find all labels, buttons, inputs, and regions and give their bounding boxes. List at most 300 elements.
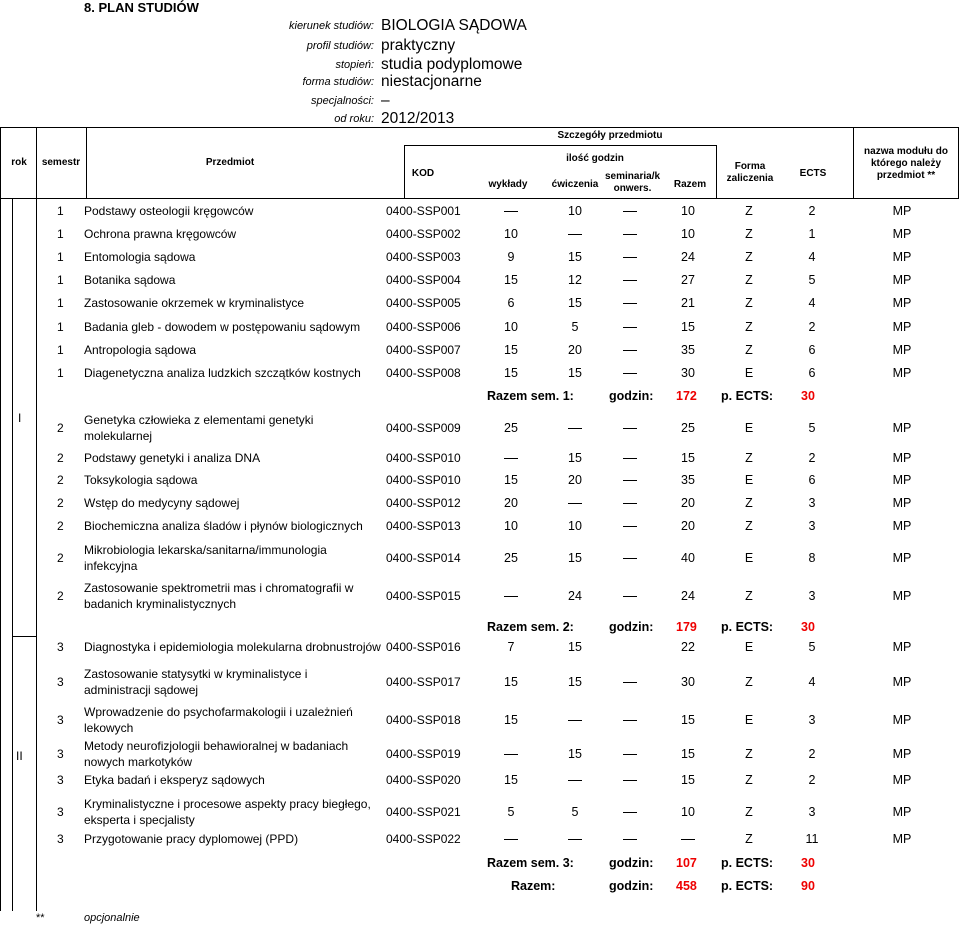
row-module: MP — [892, 204, 912, 218]
row-assessment: Z — [745, 273, 753, 287]
row-semester: 1 — [57, 296, 64, 310]
row-course-name: Diagnostyka i epidemiologia molekularna drobnustrojów — [84, 640, 381, 654]
meta-value: praktyczny — [381, 37, 456, 54]
dash-mark — [568, 428, 582, 430]
row-total: 30 — [681, 366, 695, 380]
row-assessment: Z — [745, 296, 753, 310]
dash-mark — [623, 682, 637, 684]
row-assessment: Z — [745, 250, 753, 264]
row-total: 15 — [681, 747, 695, 761]
row-course-name: Zastosowanie okrzemek w kryminalistyce — [84, 296, 305, 310]
row-total: 25 — [681, 421, 695, 435]
row-course-name: Etyka badań i eksperyz sądowych — [84, 773, 265, 787]
row-module: MP — [892, 747, 912, 761]
row-module: MP — [892, 805, 912, 819]
row-course-name: Entomologia sądowa — [84, 250, 196, 264]
row-assessment: E — [744, 640, 754, 654]
row-total: 21 — [681, 296, 695, 310]
summary-label: Razem sem. 2: — [487, 620, 574, 634]
row-exercises: 5 — [571, 805, 579, 819]
row-assessment: Z — [745, 747, 753, 761]
row-ects: 8 — [808, 551, 816, 565]
header-ects: ECTS — [799, 168, 827, 179]
row-course-name: Mikrobiologia lekarska/sanitarna/immunologia infekcyjna — [84, 543, 327, 573]
header-rok: rok — [11, 157, 27, 168]
summary-hours-label: godzin: — [609, 620, 654, 634]
row-total: 20 — [681, 519, 695, 533]
dash-mark — [623, 812, 637, 814]
row-assessment: E — [744, 473, 754, 487]
row-course-name: Botanika sądowa — [84, 273, 176, 287]
header-sub-line — [404, 145, 716, 146]
row-course-code: 0400-SSP016 — [386, 640, 461, 654]
row-ects: 3 — [808, 805, 816, 819]
year-label-1: I — [18, 411, 22, 425]
row-lectures: 15 — [504, 675, 518, 689]
row-assessment: Z — [745, 805, 753, 819]
row-ects: 4 — [808, 250, 816, 264]
row-course-code: 0400-SSP006 — [386, 320, 461, 334]
row-course-name: Metody neurofizjologii behawioralnej w badaniach nowych markotyków — [84, 739, 349, 769]
header-razem: Razem — [673, 179, 707, 190]
row-assessment: Z — [745, 343, 753, 357]
dash-mark — [623, 480, 637, 482]
row-course-code: 0400-SSP012 — [386, 496, 461, 510]
summary-ects-value: 30 — [801, 856, 815, 870]
summary-ects-value: 30 — [801, 620, 815, 634]
row-module: MP — [892, 832, 912, 846]
row-seminars — [610, 273, 650, 287]
row-assessment: E — [744, 551, 754, 565]
row-exercises: 15 — [568, 551, 582, 565]
row-total: 24 — [681, 250, 695, 264]
year-label-2: II — [16, 749, 23, 763]
row-course-code: 0400-SSP014 — [386, 551, 461, 565]
row-seminars — [610, 204, 650, 218]
row-ects: 11 — [805, 832, 819, 846]
row-exercises — [555, 713, 595, 727]
row-seminars — [610, 832, 650, 846]
row-lectures: 6 — [507, 296, 515, 310]
dash-mark — [623, 558, 637, 560]
row-lectures — [491, 747, 531, 761]
dash-mark — [623, 720, 637, 722]
row-total: 10 — [681, 204, 695, 218]
meta-value: – — [381, 92, 390, 109]
row-total: 24 — [681, 589, 695, 603]
dash-mark — [623, 596, 637, 598]
row-lectures: 15 — [504, 473, 518, 487]
row-ects: 3 — [808, 589, 816, 603]
row-course-code: 0400-SSP005 — [386, 296, 461, 310]
row-course-name: Antropologia sądowa — [84, 343, 197, 357]
row-lectures: 25 — [504, 421, 518, 435]
header-top-line — [0, 127, 958, 128]
row-module: MP — [892, 773, 912, 787]
row-ects: 3 — [808, 496, 816, 510]
year-separator — [12, 636, 37, 637]
row-assessment: E — [744, 421, 754, 435]
dash-mark — [504, 754, 518, 756]
row-seminars — [610, 343, 650, 357]
row-lectures: 15 — [504, 273, 518, 287]
row-semester: 1 — [57, 273, 64, 287]
dash-mark — [568, 720, 582, 722]
dash-mark — [504, 211, 518, 213]
row-ects: 2 — [808, 747, 816, 761]
row-seminars — [610, 296, 650, 310]
row-total: 35 — [681, 343, 695, 357]
row-lectures: 15 — [504, 366, 518, 380]
row-semester: 3 — [57, 805, 64, 819]
row-lectures: 25 — [504, 551, 518, 565]
dash-mark — [623, 526, 637, 528]
row-exercises: 12 — [568, 273, 582, 287]
row-semester: 1 — [57, 204, 64, 218]
row-module: MP — [892, 227, 912, 241]
row-course-name: Podstawy genetyki i analiza DNA — [84, 451, 261, 465]
row-total: 15 — [681, 713, 695, 727]
row-exercises: 10 — [568, 204, 582, 218]
row-semester: 2 — [57, 551, 64, 565]
row-assessment: Z — [745, 832, 753, 846]
header-modul: nazwa modułu do którego należy przedmiot ** — [864, 146, 948, 181]
dash-mark — [623, 211, 637, 213]
row-semester: 1 — [57, 227, 64, 241]
summary-label: Razem sem. 3: — [487, 856, 574, 870]
row-assessment: E — [744, 713, 754, 727]
summary-ects-value: 30 — [801, 389, 815, 403]
row-course-code: 0400-SSP013 — [386, 519, 461, 533]
row-assessment: E — [744, 366, 754, 380]
row-module: MP — [892, 296, 912, 310]
row-ects: 6 — [808, 366, 816, 380]
header-cwiczenia: ćwiczenia — [551, 179, 599, 190]
row-seminars — [610, 473, 650, 487]
row-assessment: Z — [745, 451, 753, 465]
row-course-code: 0400-SSP021 — [386, 805, 461, 819]
summary-hours-value: 458 — [676, 879, 697, 893]
footnote-mark: ** — [36, 912, 45, 924]
row-semester: 1 — [57, 366, 64, 380]
row-ects: 6 — [808, 473, 816, 487]
summary-hours-value: 172 — [676, 389, 697, 403]
row-lectures: 5 — [507, 805, 515, 819]
row-total: 27 — [681, 273, 695, 287]
row-course-name: Zastosowanie statysytki w kryminalistyce i administracji sądowej — [84, 667, 308, 697]
row-assessment: Z — [745, 496, 753, 510]
row-total: 10 — [681, 227, 695, 241]
row-exercises — [555, 832, 595, 846]
row-lectures — [491, 589, 531, 603]
header-kod: KOD — [411, 168, 435, 179]
dash-mark — [681, 839, 695, 841]
row-module: MP — [892, 451, 912, 465]
row-total: 10 — [681, 805, 695, 819]
row-exercises: 15 — [568, 250, 582, 264]
row-module: MP — [892, 421, 912, 435]
header-szczegoly: Szczegóły przedmiotu — [557, 130, 663, 141]
row-total: 30 — [681, 675, 695, 689]
summary-hours-value: 107 — [676, 856, 697, 870]
row-module: MP — [892, 250, 912, 264]
row-lectures: 7 — [507, 640, 515, 654]
row-ects: 1 — [808, 227, 816, 241]
row-seminars — [610, 227, 650, 241]
meta-value: BIOLOGIA SĄDOWA — [381, 17, 527, 34]
row-lectures: 15 — [504, 713, 518, 727]
row-total: 35 — [681, 473, 695, 487]
row-semester: 3 — [57, 832, 64, 846]
dash-mark — [623, 303, 637, 305]
row-seminars — [610, 366, 650, 380]
row-course-name: Przygotowanie pracy dyplomowej (PPD) — [84, 832, 299, 846]
row-module: MP — [892, 519, 912, 533]
dash-mark — [568, 503, 582, 505]
row-assessment: Z — [745, 519, 753, 533]
row-lectures: 15 — [504, 343, 518, 357]
row-assessment: Z — [745, 227, 753, 241]
row-ects: 4 — [808, 296, 816, 310]
summary-ects-label: p. ECTS: — [721, 389, 774, 403]
row-seminars — [610, 773, 650, 787]
row-total: 15 — [681, 773, 695, 787]
row-module: MP — [892, 366, 912, 380]
row-exercises: 20 — [568, 473, 582, 487]
row-seminars — [610, 451, 650, 465]
header-seminaria: seminaria/k onwers. — [605, 171, 661, 194]
row-seminars — [610, 421, 650, 435]
frame-rok-col — [12, 198, 13, 911]
row-lectures — [491, 832, 531, 846]
row-semester: 3 — [57, 675, 64, 689]
summary-label: Razem: — [511, 879, 556, 893]
header-przedmiot: Przedmiot — [205, 157, 255, 168]
dash-mark — [623, 780, 637, 782]
row-ects: 5 — [808, 640, 816, 654]
row-lectures — [491, 204, 531, 218]
row-semester: 3 — [57, 713, 64, 727]
row-semester: 3 — [57, 773, 64, 787]
header-semestr: semestr — [41, 157, 81, 168]
row-total — [668, 832, 708, 846]
row-exercises: 24 — [568, 589, 582, 603]
row-course-code: 0400-SSP018 — [386, 713, 461, 727]
dash-mark — [623, 257, 637, 259]
row-assessment: Z — [745, 773, 753, 787]
row-course-code: 0400-SSP003 — [386, 250, 461, 264]
dash-mark — [504, 839, 518, 841]
row-exercises — [555, 421, 595, 435]
row-exercises: 15 — [568, 640, 582, 654]
section-title: 8. PLAN STUDIÓW — [84, 0, 199, 15]
row-exercises: 20 — [568, 343, 582, 357]
row-module: MP — [892, 640, 912, 654]
row-course-code: 0400-SSP015 — [386, 589, 461, 603]
dash-mark — [504, 458, 518, 460]
row-module: MP — [892, 713, 912, 727]
row-semester: 2 — [57, 473, 64, 487]
row-ects: 5 — [808, 421, 816, 435]
row-course-name: Wprowadzenie do psychofarmakologii i uzależnień lekowych — [84, 705, 353, 735]
row-course-code: 0400-SSP022 — [386, 832, 461, 846]
dash-mark — [623, 754, 637, 756]
row-course-code: 0400-SSP010 — [386, 451, 461, 465]
row-course-name: Badania gleb - dowodem w postępowaniu sądowym — [84, 320, 361, 334]
dash-mark — [568, 780, 582, 782]
row-lectures: 10 — [504, 320, 518, 334]
frame-left — [0, 198, 1, 911]
meta-value: studia podyplomowe — [381, 56, 523, 73]
frame-rok-right — [36, 198, 37, 911]
meta-label: stopień: — [335, 59, 374, 71]
summary-ects-value: 90 — [801, 879, 815, 893]
meta-label: kierunek studiów: — [289, 20, 374, 32]
summary-hours-label: godzin: — [609, 879, 654, 893]
row-lectures: 20 — [504, 496, 518, 510]
row-exercises — [555, 773, 595, 787]
summary-hours-label: godzin: — [609, 856, 654, 870]
row-exercises: 15 — [568, 366, 582, 380]
row-total: 22 — [681, 640, 695, 654]
row-exercises: 15 — [568, 675, 582, 689]
row-seminars — [610, 551, 650, 565]
row-seminars — [610, 250, 650, 264]
meta-value: 2012/2013 — [381, 110, 455, 127]
row-exercises: 15 — [568, 451, 582, 465]
dash-mark — [568, 234, 582, 236]
row-assessment: Z — [745, 320, 753, 334]
summary-hours-label: godzin: — [609, 389, 654, 403]
row-module: MP — [892, 675, 912, 689]
row-lectures — [491, 451, 531, 465]
meta-label: profil studiów: — [306, 40, 374, 52]
row-module: MP — [892, 589, 912, 603]
row-exercises: 5 — [571, 320, 579, 334]
row-assessment: Z — [745, 589, 753, 603]
header-forma-zaliczenia: Forma zaliczenia — [726, 161, 774, 184]
row-course-name: Wstęp do medycyny sądowej — [84, 496, 240, 510]
dash-mark — [623, 327, 637, 329]
row-semester: 2 — [57, 496, 64, 510]
row-total: 15 — [681, 320, 695, 334]
row-course-code: 0400-SSP008 — [386, 366, 461, 380]
dash-mark — [623, 428, 637, 430]
row-seminars — [610, 747, 650, 761]
dash-mark — [623, 280, 637, 282]
row-semester: 3 — [57, 640, 64, 654]
dash-mark — [568, 839, 582, 841]
row-exercises: 15 — [568, 296, 582, 310]
summary-ects-label: p. ECTS: — [721, 879, 774, 893]
row-ects: 4 — [808, 675, 816, 689]
row-exercises — [555, 227, 595, 241]
row-course-name: Ochrona prawna kręgowców — [84, 227, 237, 241]
row-module: MP — [892, 343, 912, 357]
row-course-code: 0400-SSP004 — [386, 273, 461, 287]
row-ects: 3 — [808, 519, 816, 533]
row-total: 40 — [681, 551, 695, 565]
summary-label: Razem sem. 1: — [487, 389, 574, 403]
summary-ects-label: p. ECTS: — [721, 620, 774, 634]
row-module: MP — [892, 273, 912, 287]
row-module: MP — [892, 551, 912, 565]
row-semester: 2 — [57, 421, 64, 435]
row-assessment: Z — [745, 675, 753, 689]
dash-mark — [504, 596, 518, 598]
row-course-code: 0400-SSP010 — [386, 473, 461, 487]
row-course-code: 0400-SSP001 — [386, 204, 461, 218]
row-course-code: 0400-SSP002 — [386, 227, 461, 241]
row-seminars — [610, 675, 650, 689]
dash-mark — [623, 350, 637, 352]
row-module: MP — [892, 496, 912, 510]
row-module: MP — [892, 473, 912, 487]
row-course-code: 0400-SSP009 — [386, 421, 461, 435]
row-semester: 1 — [57, 320, 64, 334]
row-course-code: 0400-SSP017 — [386, 675, 461, 689]
row-course-name: Podstawy osteologii kręgowców — [84, 204, 254, 218]
row-total: 15 — [681, 451, 695, 465]
row-course-code: 0400-SSP019 — [386, 747, 461, 761]
row-exercises: 15 — [568, 747, 582, 761]
row-semester: 1 — [57, 343, 64, 357]
row-ects: 2 — [808, 773, 816, 787]
row-course-name: Biochemiczna analiza śladów i płynów biologicznych — [84, 519, 363, 533]
row-ects: 5 — [808, 273, 816, 287]
row-lectures: 15 — [504, 773, 518, 787]
header-ilosc-godzin: ilość godzin — [566, 153, 624, 164]
row-ects: 2 — [808, 320, 816, 334]
row-seminars — [610, 519, 650, 533]
row-course-name: Zastosowanie spektrometrii mas i chromatografii w badanich kryminalistycznych — [84, 581, 354, 611]
row-course-name: Toksykologia sądowa — [84, 473, 198, 487]
header-wyklady: wykłady — [488, 179, 528, 190]
meta-label: od roku: — [334, 113, 374, 125]
meta-label: specjalności: — [311, 95, 374, 107]
row-ects: 3 — [808, 713, 816, 727]
summary-hours-value: 179 — [676, 620, 697, 634]
row-course-code: 0400-SSP007 — [386, 343, 461, 357]
dash-mark — [623, 373, 637, 375]
row-semester: 3 — [57, 747, 64, 761]
row-semester: 1 — [57, 250, 64, 264]
row-ects: 6 — [808, 343, 816, 357]
dash-mark — [623, 503, 637, 505]
dash-mark — [623, 458, 637, 460]
row-exercises: 10 — [568, 519, 582, 533]
dash-mark — [623, 234, 637, 236]
meta-value: niestacjonarne — [381, 73, 482, 90]
row-seminars — [610, 320, 650, 334]
row-lectures: 10 — [504, 519, 518, 533]
row-course-name: Genetyka człowieka z elementami genetyki molekularnej — [84, 413, 314, 443]
row-course-name: Diagenetyczna analiza ludzkich szczątków kostnych — [84, 366, 361, 380]
row-seminars — [610, 805, 650, 819]
row-semester: 2 — [57, 589, 64, 603]
row-exercises — [555, 496, 595, 510]
dash-mark — [623, 839, 637, 841]
row-course-code: 0400-SSP020 — [386, 773, 461, 787]
row-seminars — [610, 496, 650, 510]
row-lectures: 9 — [507, 250, 515, 264]
summary-ects-label: p. ECTS: — [721, 856, 774, 870]
row-course-name: Kryminalistyczne i procesowe aspekty pracy biegłego, eksperta i specjalisty — [84, 797, 371, 827]
row-semester: 2 — [57, 519, 64, 533]
row-seminars — [610, 713, 650, 727]
row-lectures: 10 — [504, 227, 518, 241]
meta-label: forma studiów: — [302, 76, 374, 88]
